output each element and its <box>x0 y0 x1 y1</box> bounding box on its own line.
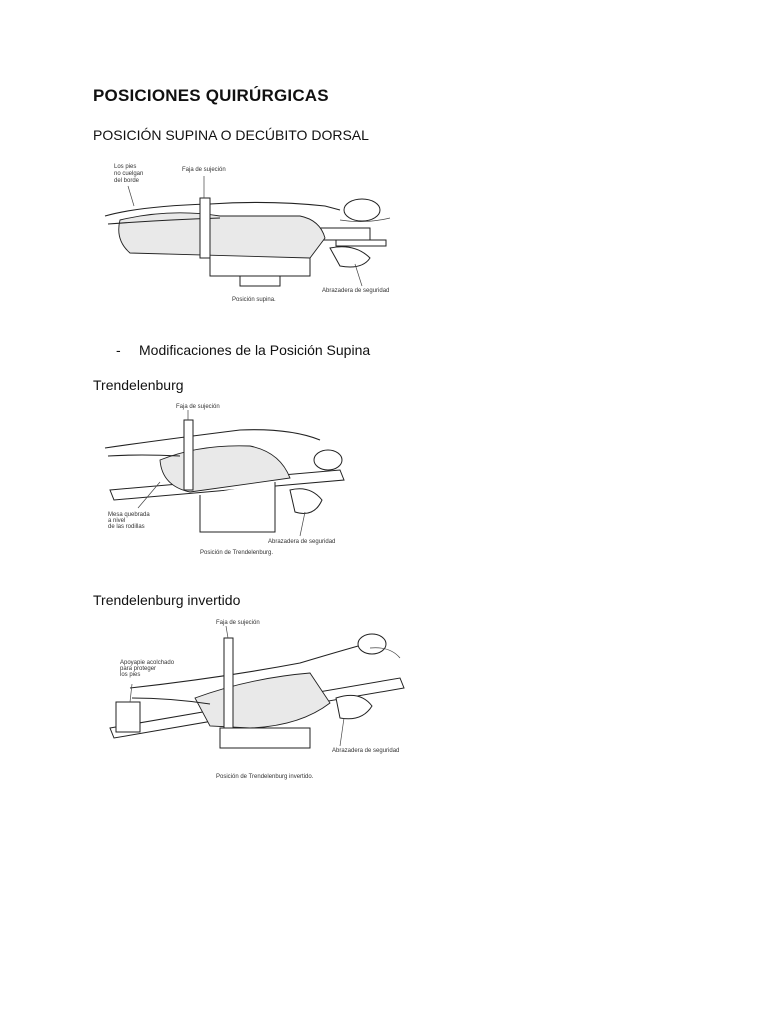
table-base <box>220 728 310 748</box>
figure-caption: Posición supina. <box>232 297 276 303</box>
leader-line-feet <box>128 186 134 206</box>
arm-board <box>336 695 372 718</box>
trendelenburg-inverted-position-illustration <box>100 618 410 788</box>
figure-caption: Posición de Trendelenburg. <box>200 550 274 556</box>
bullet-marker: - <box>116 342 121 358</box>
label-table-line3: de las rodillas <box>108 524 145 530</box>
label-table-line1: Mesa quebrada <box>108 512 150 518</box>
label-feet-line1: Los pies <box>114 164 137 170</box>
patient-leg-outline <box>108 455 180 456</box>
page-title: POSICIONES QUIRÚRGICAS <box>93 86 329 105</box>
label-table-line2: a nivel <box>108 518 126 524</box>
heading-trendelenburg: Trendelenburg <box>93 377 184 393</box>
leader-line-armboard <box>355 264 362 286</box>
label-footrest-line1: Apoyapie acolchado <box>120 660 175 666</box>
patient-body-outline <box>105 202 340 216</box>
patient-body-outline <box>105 430 320 448</box>
label-footrest-line3: los pies <box>120 672 141 678</box>
label-feet-line2: no cuelgan <box>114 171 144 177</box>
section-heading-supine: POSICIÓN SUPINA O DECÚBITO DORSAL <box>93 127 369 143</box>
padded-footrest <box>116 702 140 732</box>
arm-board <box>330 247 370 267</box>
label-strap: Faja de sujeción <box>176 404 220 410</box>
leader-line-armboard <box>300 512 305 536</box>
label-footrest-line2: para proteger <box>120 666 157 672</box>
label-strap: Faja de sujeción <box>182 167 226 173</box>
trendelenburg-position-illustration <box>100 400 365 560</box>
arm-board <box>290 489 322 514</box>
patient-drape <box>195 673 330 728</box>
patient-drape <box>119 213 325 258</box>
table-head-section <box>336 240 386 246</box>
safety-strap <box>200 198 210 258</box>
label-armboard: Abrazadera de seguridad <box>332 748 400 754</box>
table-pedestal <box>240 276 280 286</box>
label-feet-line3: del borde <box>114 178 140 184</box>
heading-trendelenburg-inverted: Trendelenburg invertido <box>93 592 241 608</box>
safety-strap <box>184 420 193 490</box>
label-strap: Faja de sujeción <box>216 620 260 626</box>
leader-line-footrest <box>130 684 132 702</box>
bullet-text: Modificaciones de la Posición Supina <box>139 342 371 358</box>
patient-head <box>344 199 380 221</box>
patient-head <box>358 634 386 654</box>
leader-line-strap <box>226 626 228 638</box>
patient-head <box>314 450 342 470</box>
label-armboard: Abrazadera de seguridad <box>268 539 336 545</box>
figure-caption: Posición de Trendelenburg invertido. <box>216 774 314 780</box>
label-armboard: Abrazadera de seguridad <box>322 288 390 294</box>
leader-line-armboard <box>340 718 344 746</box>
supine-position-illustration <box>100 158 400 318</box>
safety-strap <box>224 638 233 728</box>
